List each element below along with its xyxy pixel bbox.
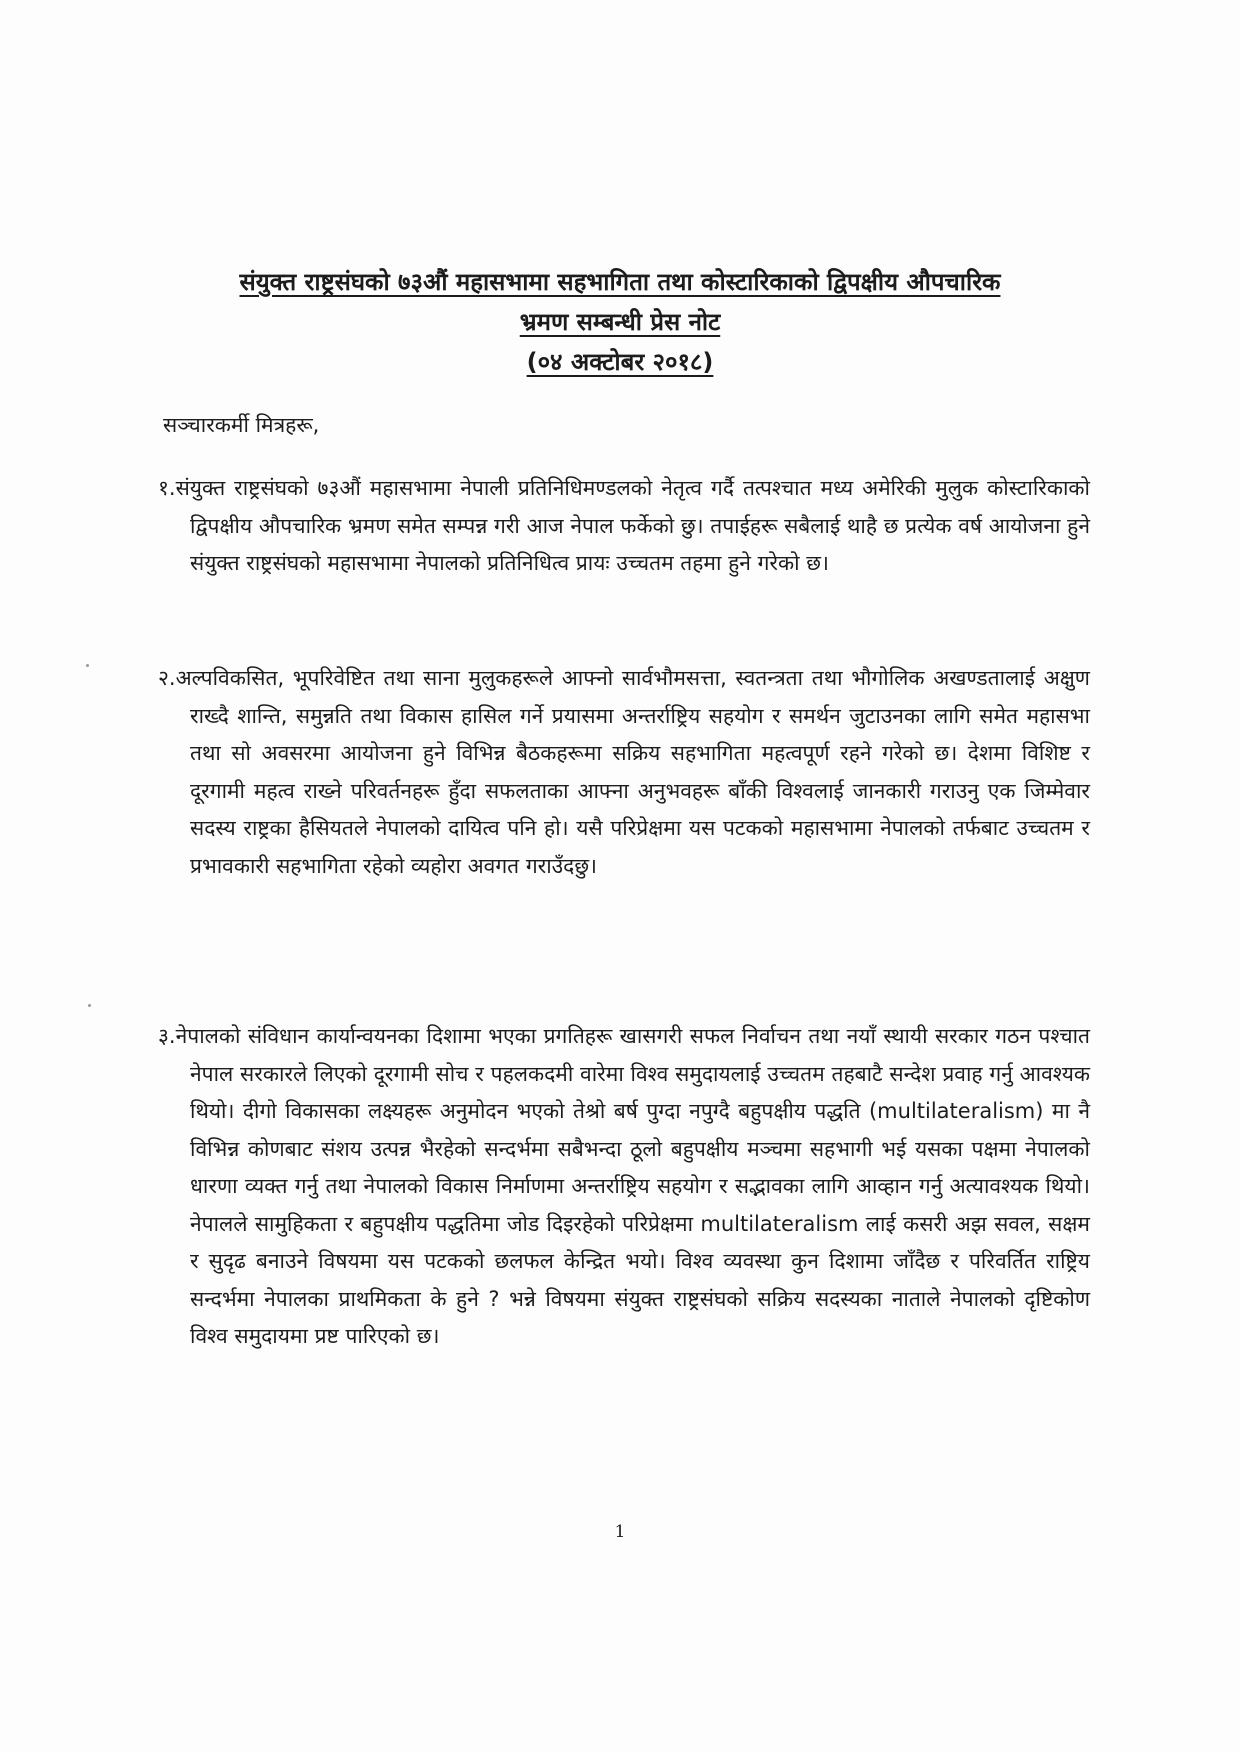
paragraph-text: अल्पविकसित, भूपरिवेष्टित तथा साना मुलुकहरूले आफ्नो सार्वभौमसत्ता, स्वतन्त्रता तथा भौगोलिक अखण्डतालाई अक्षुण राख्दै शान्ति, समुन्नति तथा विकास हासिल गर्ने प्रयासमा अन्तर्राष्ट्रिय सहयोग र समर्थन जुटाउनका लागि समेत महासभा तथा सो अवसरमा आयोजना हुने विभिन्न बैठकहरूमा सक्रिय सहभागिता महत्वपूर्ण रहने गरेको छ। देशमा विशिष्ट र दूरगामी महत्व राख्ने परिवर्तनहरू हुँदा सफलताका आफ्ना अनुभवहरू बाँकी विश्वलाई जानकारी गराउनु एक जिम्मेवार सदस्य राष्ट्रका हैसियतले नेपालको दायित्व पनि हो। यसै परिप्रेक्षमा यस पटकको महासभामा नेपालको तर्फबाट उच्चतम र प्रभावकारी सहभागिता रहेको व्यहोरा अवगत गराउँदछु। <box>175 666 1090 878</box>
title-line-2: भ्रमण सम्बन्धी प्रेस नोट <box>519 308 721 336</box>
paragraph-number: १. <box>158 476 176 500</box>
paragraph-2 <box>158 660 1090 885</box>
paragraph-number: २. <box>158 666 176 690</box>
scan-speck <box>86 664 89 667</box>
salutation: सञ्चारकर्मी मित्रहरू, <box>163 413 320 437</box>
page-number: 1 <box>614 1522 626 1542</box>
scan-speck <box>88 1004 91 1007</box>
title-date: (०४ अक्टोबर २०१८) <box>526 348 714 376</box>
paragraph-1 <box>158 470 1090 583</box>
paragraph-text: संयुक्त राष्ट्रसंघको ७३औं महासभामा नेपाली प्रतिनिधिमण्डलको नेतृत्व गर्दै तत्पश्चात मध्य अमेरिकी मुलुक कोस्टारिकाको द्विपक्षीय औपचारिक भ्रमण समेत सम्पन्न गरी आज नेपाल फर्केको छु। तपाईहरू सबैलाई थाहै छ प्रत्येक वर्ष आयोजना हुने संयुक्त राष्ट्रसंघको महासभामा नेपालको प्रतिनिधित्व प्रायः उच्चतम तहमा हुने गरेको छ। <box>175 476 1090 575</box>
paragraph-number: ३. <box>158 1024 176 1048</box>
paragraph-3 <box>158 1018 1090 1356</box>
document-title <box>150 262 1090 382</box>
paragraph-text: नेपालको संविधान कार्यान्वयनका दिशामा भएका प्रगतिहरू खासगरी सफल निर्वाचन तथा नयाँ स्थायी सरकार गठन पश्चात नेपाल सरकारले लिएको दूरगामी सोच र पहलकदमी वारेमा विश्व समुदायलाई उच्चतम तहबाटै सन्देश प्रवाह गर्नु आवश्यक थियो। दीगो विकासका लक्ष्यहरू अनुमोदन भएको तेश्रो बर्ष पुग्दा नपुग्दै बहुपक्षीय पद्धति (multilateralism) मा नै विभिन्न कोणबाट संशय उत्पन्न भैरहेको सन्दर्भमा सबैभन्दा ठूलो बहुपक्षीय मञ्चमा सहभागी भई यसका पक्षमा नेपालको धारणा व्यक्त गर्नु तथा नेपालको विकास निर्माणमा अन्तर्राष्ट्रिय सहयोग र सद्भावका लागि आव्हान गर्नु अत्यावश्यक थियो। नेपालले सामुहिकता र बहुपक्षीय पद्धतिमा जोड दिइरहेको परिप्रेक्षमा multilateralism लाई कसरी अझ सवल, सक्षम र सुदृढ बनाउने विषयमा यस पटकको छलफल केन्द्रित भयो। विश्व व्यवस्था कुन दिशामा जाँदैछ र परिवर्तित राष्ट्रिय सन्दर्भमा नेपालका प्राथमिकता के हुने ? भन्ने विषयमा संयुक्त राष्ट्रसंघको सक्रिय सदस्यका नाताले नेपालको दृष्टिकोण विश्व समुदायमा प्रष्ट पारिएको छ। <box>175 1024 1090 1348</box>
title-line-1: संयुक्त राष्ट्रसंघको ७३औं महासभामा सहभागिता तथा कोस्टारिकाको द्विपक्षीय औपचारिक <box>239 268 1001 296</box>
